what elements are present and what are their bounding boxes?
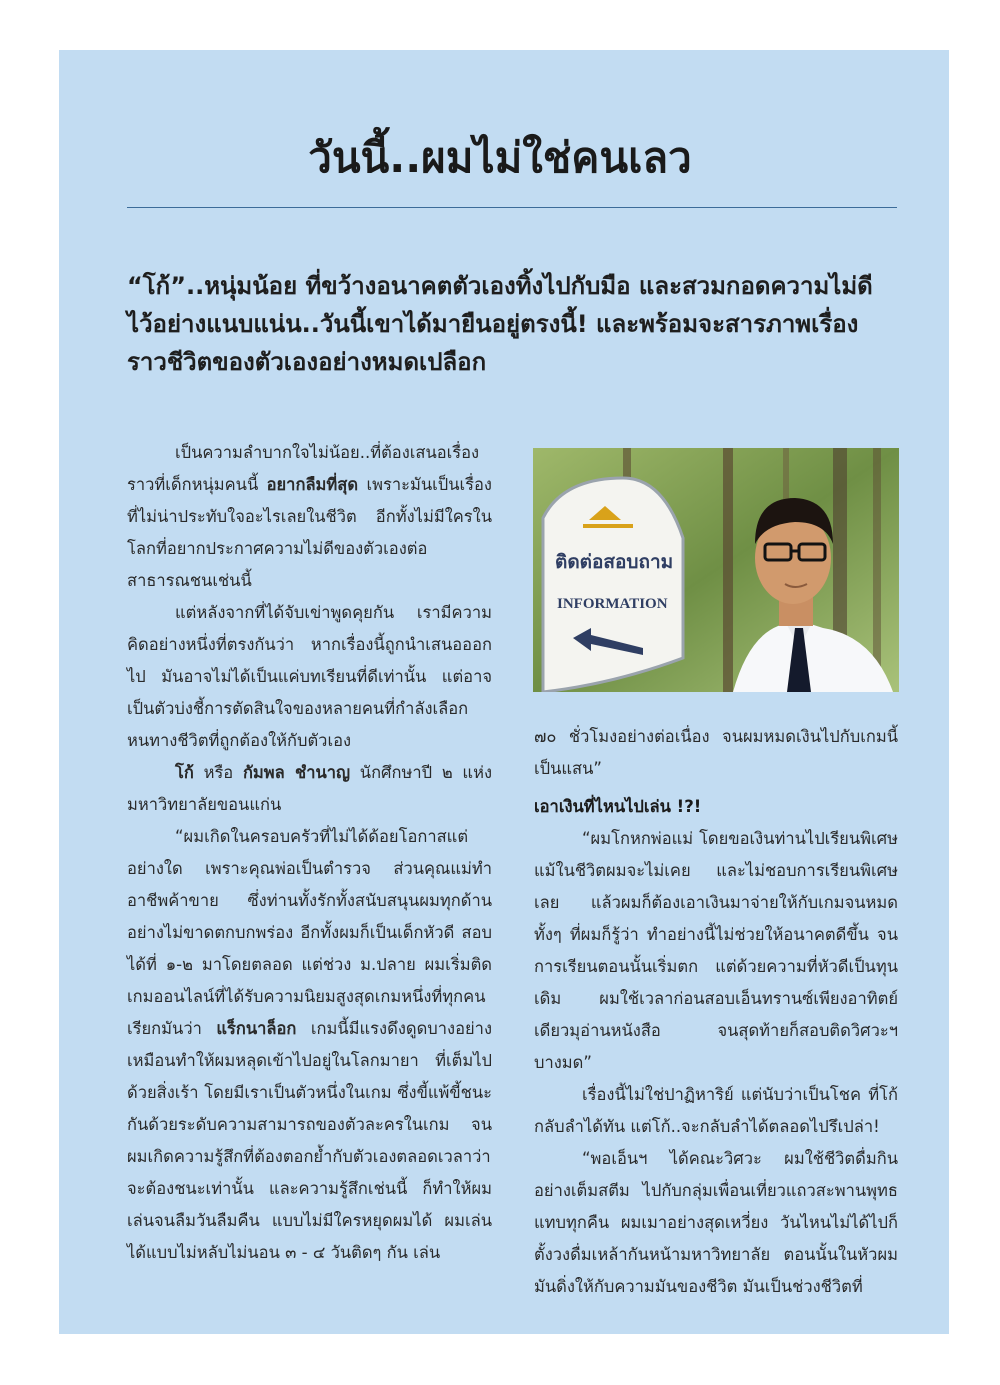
text-run: หรือ <box>193 763 243 782</box>
bold-run: แร็กนาล็อก <box>216 1019 297 1038</box>
text-run: เกมนี้มีแรงดึงดูดบางอย่างเหมือนทำให้ผมหลุดเข้าไปอยู่ในโลกมายา ที่เต็มไปด้วยสิ่งเร้า โดยมีเราเป็นตัวหนึ่งในเกม ซึ่งขี้แพ้ขี้ชนะกันด้วยระดับความสามารถของตัวละครในเกม จนผมเกิดความรู้สึกที่ต้องตอกย้ำกับตัวเองตลอดเวลาว่าจะต้องชนะเท่านั้น และความรู้สึกเช่นนี้ ก็ทำให้ผมเล่นจนลืมวันลืมคืน แบบไม่มีใครหยุดผมได้ ผมเล่นได้แบบไม่หลับไม่นอน ๓ - ๔ วันติดๆ กัน เล่น <box>127 1019 492 1262</box>
right-paragraph-4: “พอเอ็นฯ ได้คณะวิศวะ ผมใช้ชีวิตดื่มกินอย่างเต็มสตีม ไปกับกลุ่มเพื่อนเที่ยวแถวสะพานพุทธแทบทุกคืน ผมเมาอย่างสุดเหวี่ยง วันไหนไม่ได้ไปก็ตั้งวงดื่มเหล้ากันหน้ามหาวิทยาลัย ตอนนั้นในหัวผมมันดิ่งให้กับความมันของชีวิต มันเป็นช่วงชีวิตที่ <box>534 1149 898 1296</box>
article-title: วันนี้..ผมไม่ใช่คนเลว <box>308 133 692 182</box>
left-paragraph-4 <box>127 821 492 1269</box>
article-photo <box>533 448 899 692</box>
bold-run: โก้ <box>175 763 194 782</box>
sign-english-text: INFORMATION <box>557 596 668 612</box>
left-paragraph-1 <box>127 437 492 597</box>
text-run: เพราะมันเป็นเรื่องที่ไม่น่าประทับใจอะไรเลยในชีวิต อีกทั้งไม่มีใครในโลกที่อยากประกาศความไม่ดีของตัวเองต่อสาธารณชนเช่นนี้ <box>127 475 492 590</box>
text-run: เป็นความลำบากใจไม่น้อย..ที่ต้องเสนอเรื่องราวที่เด็กหนุ่มคนนี้ <box>127 443 480 494</box>
left-paragraph-2: แต่หลังจากที่ได้จับเข่าพูดคุยกัน เรามีความคิดอย่างหนึ่งที่ตรงกันว่า หากเรื่องนี้ถูกนำเสนอออกไป มันอาจไม่ได้เป็นแค่บทเรียนที่ดีเท่านั้น แต่อาจเป็นตัวบ่งชี้การตัดสินใจของหลายคนที่กำลังเลือกหนทางชีวิตที่ถูกต้องให้กับตัวเอง <box>127 603 492 750</box>
bold-run: กัมพล ชำนาญ <box>242 763 351 782</box>
article-lead: “โก้”..หนุ่มน้อย ที่ขว้างอนาคตตัวเองทิ้งไปกับมือ และสวมกอดความไม่ดีไว้อย่างแนบแน่น..วันนี้เขาได้มายืนอยู่ตรงนี้! และพร้อมจะสารภาพเรื่องราวชีวิตของตัวเองอย่างหมดเปลือก <box>127 272 873 376</box>
left-paragraph-3 <box>127 757 492 821</box>
text-run: นักศึกษาปี ๒ แห่งมหาวิทยาลัยขอนแก่น <box>127 763 493 814</box>
right-paragraph-3: เรื่องนี้ไม่ใช่ปาฏิหาริย์ แต่นับว่าเป็นโชค ที่โก้กลับลำได้ทัน แต่โก้..จะกลับลำได้ตลอดไปรึเปล่า! <box>534 1085 898 1136</box>
photo-illustration <box>533 448 899 692</box>
sign-thai-text: ติดต่อสอบถาม <box>555 552 674 573</box>
right-paragraph-2: “ผมโกหกพ่อแม่ โดยขอเงินท่านไปเรียนพิเศษ แม้ในชีวิตผมจะไม่เคย และไม่ชอบการเรียนพิเศษเลย แล้วผมก็ต้องเอาเงินมาจ่ายให้กับเกมจนหมด ทั้งๆ ที่ผมก็รู้ว่า ทำอย่างนี้ไม่ช่วยให้อนาคตดีขึ้น จนการเรียนตอนนั้นเริ่มตก แต่ด้วยความที่หัวดีเป็นทุนเดิม ผมใช้เวลาก่อนสอบเอ็นทรานซ์เพียงอาทิตย์เดียวมุอ่านหนังสือ จนสุดท้ายก็สอบติดวิศวะฯ บางมด” <box>534 829 898 1072</box>
right-paragraph-1: ๗๐ ชั่วโมงอย่างต่อเนื่อง จนผมหมดเงินไปกับเกมนี้เป็นแสน” <box>534 727 898 778</box>
right-column <box>534 721 898 1303</box>
bold-run: อยากลืมที่สุด <box>266 475 359 494</box>
section-subheading: เอาเงินที่ไหนไปเล่น !?! <box>534 797 702 816</box>
text-run: “ผมเกิดในครอบครัวที่ไม่ได้ด้อยโอกาสแต่อย่างใด เพราะคุณพ่อเป็นตำรวจ ส่วนคุณแม่ทำอาชีพค้าขาย ซึ่งท่านทั้งรักทั้งสนับสนุนผมทุกด้านอย่างไม่ขาดตกบกพร่อง อีกทั้งผมก็เป็นเด็กหัวดี สอบได้ที่ ๑-๒ มาโดยตลอด แต่ช่วง ม.ปลาย ผมเริ่มติดเกมออนไลน์ที่ได้รับความนิยมสูงสุดเกมหนึ่งที่ทุกคนเรียกมันว่า <box>127 827 492 1038</box>
left-column <box>127 437 492 1269</box>
title-divider <box>127 207 897 208</box>
